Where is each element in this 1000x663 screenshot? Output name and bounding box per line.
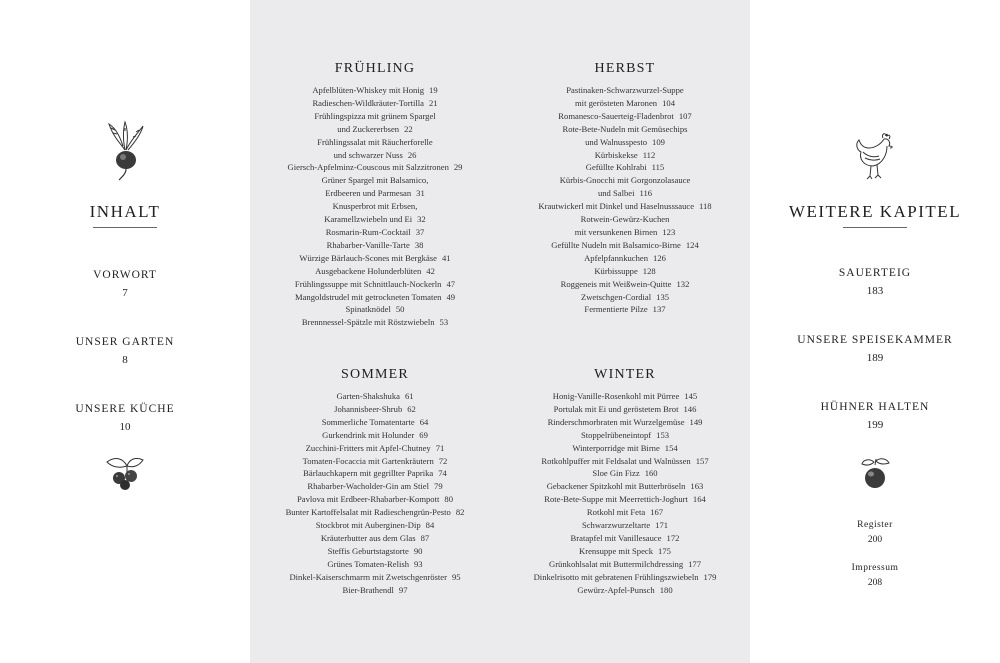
recipe-page: 167 xyxy=(650,507,664,518)
section-fruehling xyxy=(250,58,500,329)
chapter-link-unsere-kueche[interactable] xyxy=(0,403,250,433)
chapter-page: 7 xyxy=(122,287,128,299)
recipe-page: 26 xyxy=(407,149,417,160)
recipe-title: Gefüllte Nudeln mit Balsamico-Birne xyxy=(551,239,681,250)
recipe-entry[interactable] xyxy=(500,584,750,597)
chapter-label: Impressum xyxy=(851,563,899,573)
recipe-title: Frühlingspizza mit grünem Spargel und Zuckererbsen xyxy=(314,110,436,134)
recipe-page: 84 xyxy=(425,520,435,531)
recipe-page: 42 xyxy=(426,265,435,276)
recipe-entry[interactable] xyxy=(250,416,500,429)
recipe-page: 104 xyxy=(662,97,675,108)
recipe-page: 135 xyxy=(656,291,670,302)
recipe-entry[interactable] xyxy=(250,291,500,304)
recipe-title: Bratapfel mit Vanillesauce xyxy=(570,532,662,543)
recipe-title: Tomaten-Focaccia mit Gartenkräutern xyxy=(302,455,434,466)
recipe-title: Johannisbeer-Shrub xyxy=(334,403,403,414)
recipe-title: Rhabarber-Wacholder-Gin am Stiel xyxy=(307,481,430,492)
recipe-entry[interactable] xyxy=(250,174,500,200)
chapter-link-huehner-halten[interactable] xyxy=(750,401,1000,431)
recipe-page: 80 xyxy=(444,494,453,505)
recipe-list xyxy=(500,390,750,597)
recipe-entry[interactable] xyxy=(500,403,750,416)
recipe-entry[interactable] xyxy=(500,480,750,493)
recipe-title: Zucchini-Fritters mit Apfel-Chutney xyxy=(305,442,431,453)
recipe-title: Dinkelrisotto mit gebratenen Frühlingszwiebeln xyxy=(533,571,699,582)
recipe-entry[interactable] xyxy=(500,429,750,442)
recipe-entry[interactable] xyxy=(250,429,500,442)
recipe-entry[interactable] xyxy=(250,532,500,545)
recipe-page: 118 xyxy=(699,201,712,212)
recipe-title: Grünes Tomaten-Relish xyxy=(327,558,409,569)
recipe-page: 31 xyxy=(416,188,425,199)
recipe-title: Ausgebackene Holunderblüten xyxy=(315,265,422,276)
recipe-title: Radieschen-Wildkräuter-Tortilla xyxy=(312,97,424,108)
recipe-list xyxy=(500,84,750,316)
recipe-entry[interactable] xyxy=(250,265,500,278)
recipe-entry[interactable] xyxy=(500,200,750,213)
chapter-label: Register xyxy=(857,520,893,530)
chapter-page: 8 xyxy=(122,354,128,366)
section-title: SOMMER xyxy=(341,367,409,382)
recipe-entry[interactable] xyxy=(500,558,750,571)
recipe-title: Bunter Kartoffelsalat mit Radieschengrün-Pesto xyxy=(285,507,451,518)
chapter-page: 189 xyxy=(866,352,884,364)
recipe-page: 123 xyxy=(662,226,676,237)
recipe-entry[interactable] xyxy=(250,136,500,162)
recipe-page: 109 xyxy=(652,136,665,147)
chapter-link-sauerteig[interactable] xyxy=(750,267,1000,297)
recipe-entry[interactable] xyxy=(250,584,500,597)
recipe-title: Krensuppe mit Speck xyxy=(579,545,654,556)
recipe-title: Apfelpfannkuchen xyxy=(584,252,649,263)
recipe-title: Pastinaken-Schwarzwurzel-Suppe mit gerösteten Maronen xyxy=(566,85,684,108)
recipe-title: Gurkendrink mit Holunder xyxy=(322,429,415,440)
recipe-entry[interactable] xyxy=(500,390,750,403)
recipe-page: 153 xyxy=(656,429,670,440)
recipe-page: 163 xyxy=(690,481,704,492)
recipe-page: 115 xyxy=(651,162,665,173)
recipe-title: und Salbei xyxy=(597,188,635,199)
chapter-link-unser-garten[interactable] xyxy=(0,336,250,366)
recipe-page: 107 xyxy=(678,110,692,121)
right-column xyxy=(750,0,1000,663)
recipe-page: 62 xyxy=(407,403,416,414)
recipe-page: 64 xyxy=(419,416,429,427)
recipe-entry[interactable] xyxy=(500,84,750,110)
recipe-title: Garten-Shakshuka xyxy=(336,391,400,401)
recipe-entry[interactable] xyxy=(250,252,500,265)
recipe-title: Würzige Bärlauch-Scones mit Bergkäse xyxy=(299,252,437,263)
chapter-label: VORWORT xyxy=(93,269,157,281)
recipe-page: 177 xyxy=(688,558,702,569)
link-register[interactable] xyxy=(750,520,1000,545)
recipe-title: Apfelblüten-Whiskey mit Honig xyxy=(312,85,425,95)
recipe-page: 157 xyxy=(695,455,709,466)
recipe-title: Romanesco-Sauerteig-Fladenbrot xyxy=(558,110,674,121)
recipe-entry[interactable] xyxy=(500,174,750,187)
recipe-entry[interactable] xyxy=(500,187,750,200)
recipe-page: 79 xyxy=(434,481,443,492)
recipe-entry[interactable] xyxy=(500,442,750,455)
recipe-title: Kürbissuppe xyxy=(594,265,638,276)
recipe-title: Rhabarber-Vanille-Tarte xyxy=(326,239,410,250)
recipe-title: Dinkel-Kaiserschmarrn mit Zwetschgenröster xyxy=(289,571,447,582)
apple-icon xyxy=(859,455,891,491)
chapter-page: 199 xyxy=(866,419,884,431)
recipe-page: 21 xyxy=(428,97,438,108)
recipe-title: Kräuterbutter aus dem Glas xyxy=(320,532,416,543)
recipe-entry[interactable] xyxy=(250,519,500,532)
recipe-entry[interactable] xyxy=(250,493,500,506)
recipe-page: 112 xyxy=(642,149,656,160)
chapter-page: 208 xyxy=(867,578,883,588)
recipe-title: Grüner Spargel mit Balsamico, Erdbeeren und Parmesan xyxy=(321,175,429,199)
recipe-entry[interactable] xyxy=(500,416,750,429)
section-sommer xyxy=(250,364,500,597)
chapter-link-unsere-speisekammer[interactable] xyxy=(750,334,1000,364)
recipe-entry[interactable] xyxy=(250,239,500,252)
recipe-page: 116 xyxy=(639,188,653,199)
recipe-title: Portulak mit Ei und geröstetem Brot xyxy=(553,403,679,414)
recipe-entry[interactable] xyxy=(250,506,500,519)
recipe-entry[interactable] xyxy=(250,110,500,136)
recipe-page: 22 xyxy=(404,123,413,134)
recipe-entry[interactable] xyxy=(500,110,750,123)
recipe-title: Sommerliche Tomatentarte xyxy=(321,416,415,427)
section-title: HERBST xyxy=(594,61,656,76)
recipe-page: 82 xyxy=(455,507,465,518)
recipe-page: 160 xyxy=(644,468,658,479)
hen-icon xyxy=(853,128,897,184)
recipe-page: 87 xyxy=(420,532,430,543)
recipe-page: 38 xyxy=(414,239,424,250)
recipe-entry[interactable] xyxy=(500,149,750,162)
recipe-page: 95 xyxy=(451,571,461,582)
chapter-label: HÜHNER HALTEN xyxy=(820,401,930,413)
recipe-entry[interactable] xyxy=(500,291,750,304)
recipe-title: Stockbrot mit Auberginen-Dip xyxy=(315,520,421,531)
recipe-list xyxy=(250,390,500,597)
link-impressum[interactable] xyxy=(750,563,1000,588)
recipe-page: 47 xyxy=(446,278,456,289)
recipe-page: 93 xyxy=(414,558,423,569)
recipe-page: 32 xyxy=(417,214,426,225)
recipe-page: 128 xyxy=(642,265,656,276)
recipe-page: 50 xyxy=(395,304,405,315)
recipe-page: 149 xyxy=(689,416,703,427)
recipe-entry[interactable] xyxy=(250,278,500,291)
recipe-title: Kürbis-Gnocchi mit Gorgonzolasauce xyxy=(559,175,691,186)
title-divider xyxy=(93,227,157,228)
recipe-entry[interactable] xyxy=(500,493,750,506)
recipe-page: 53 xyxy=(439,317,449,328)
recipe-entry[interactable] xyxy=(500,303,750,316)
recipe-entry[interactable] xyxy=(250,403,500,416)
recipe-entry[interactable] xyxy=(250,226,500,239)
recipe-title: Rotkohl mit Feta xyxy=(586,507,646,518)
recipe-page: 145 xyxy=(684,391,698,401)
left-column xyxy=(0,0,250,663)
recipe-entry[interactable] xyxy=(250,455,500,468)
recipe-title: Kürbiskekse xyxy=(594,149,638,160)
recipe-entry[interactable] xyxy=(500,467,750,480)
recipe-entry[interactable] xyxy=(500,278,750,291)
recipe-title: Schwarzwurzeltarte xyxy=(581,520,651,531)
recipe-title: Frühlingssalat mit Räucherforelle und schwarzer Nuss xyxy=(317,136,433,160)
recipe-entry[interactable] xyxy=(250,316,500,329)
recipe-title: Brennnessel-Spätzle mit Röstzwiebeln xyxy=(301,317,435,328)
recipe-page: 164 xyxy=(692,494,706,505)
recipe-entry[interactable] xyxy=(500,571,750,584)
recipe-entry[interactable] xyxy=(250,442,500,455)
recipe-entry[interactable] xyxy=(250,558,500,571)
recipe-page: 37 xyxy=(415,226,425,237)
section-title: WINTER xyxy=(594,367,656,382)
chapter-page: 200 xyxy=(867,535,883,545)
recipe-title: Grünkohlsalat mit Buttermilchdressing xyxy=(548,558,684,569)
recipe-title: Fermentierte Pilze xyxy=(584,304,648,315)
recipe-title: Stoppelrübeneintopf xyxy=(580,429,652,440)
recipe-entry[interactable] xyxy=(500,239,750,252)
recipe-entry[interactable] xyxy=(500,252,750,265)
recipe-entry[interactable] xyxy=(500,213,750,239)
recipe-entry[interactable] xyxy=(250,84,500,97)
recipe-title: Bier-Brathendl xyxy=(342,584,394,595)
recipe-entry[interactable] xyxy=(500,265,750,278)
section-winter xyxy=(500,364,750,597)
contents-title: INHALT xyxy=(89,202,161,221)
recipe-entry[interactable] xyxy=(250,480,500,493)
recipe-title: Pavlova mit Erdbeer-Rhabarber-Kompott xyxy=(297,494,440,505)
recipe-title: Knusperbrot mit Erbsen, Karamellzwiebeln und Ei xyxy=(324,201,418,225)
recipe-page: 19 xyxy=(429,85,438,95)
recipe-entry[interactable] xyxy=(500,532,750,545)
berries-icon xyxy=(103,452,147,492)
title-divider xyxy=(843,227,907,228)
recipe-entry[interactable] xyxy=(250,467,500,480)
recipe-title: Gebackener Spitzkohl mit Butterbröseln xyxy=(546,481,686,492)
more-chapters-title: WEITERE KAPITEL xyxy=(788,202,962,221)
recipe-title: Mangoldstrudel mit getrockneten Tomaten xyxy=(294,291,442,302)
recipe-page: 132 xyxy=(676,278,690,289)
recipe-title: Gewürz-Apfel-Punsch xyxy=(577,584,655,595)
recipe-entry[interactable] xyxy=(250,97,500,110)
chapter-label: UNSERE KÜCHE xyxy=(75,403,175,415)
recipe-page: 154 xyxy=(664,442,678,453)
recipe-page: 146 xyxy=(683,403,697,414)
section-herbst xyxy=(500,58,750,316)
recipe-page: 137 xyxy=(652,304,666,315)
recipe-entry[interactable] xyxy=(500,123,750,149)
recipe-entry[interactable] xyxy=(250,200,500,226)
recipe-page: 180 xyxy=(659,584,673,595)
recipe-page: 61 xyxy=(404,391,414,401)
recipe-title: Rosmarin-Rum-Cocktail xyxy=(325,226,411,237)
recipe-page: 41 xyxy=(441,252,451,263)
section-title: FRÜHLING xyxy=(334,61,416,76)
recipe-title: Krautwickerl mit Dinkel und Haselnusssauce xyxy=(538,201,695,212)
recipe-page: 179 xyxy=(703,571,717,582)
recipe-entry[interactable] xyxy=(500,506,750,519)
recipe-page: 97 xyxy=(398,584,408,595)
beetroot-icon xyxy=(101,120,149,182)
recipe-page: 171 xyxy=(655,520,669,531)
recipe-title: Gefüllte Kohlrabi xyxy=(585,162,647,173)
recipe-title: Sloe Gin Fizz xyxy=(592,468,640,479)
recipe-entry[interactable] xyxy=(250,161,500,174)
recipe-page: 49 xyxy=(446,291,456,302)
recipe-title: Honig-Vanille-Rosenkohl mit Pürree xyxy=(552,391,680,401)
recipe-entry[interactable] xyxy=(500,519,750,532)
recipe-title: Winterporridge mit Birne xyxy=(572,442,660,453)
recipe-page: 69 xyxy=(419,429,428,440)
recipe-page: 71 xyxy=(435,442,445,453)
recipe-title: Zwetschgen-Cordial xyxy=(580,291,652,302)
recipe-title: Rotwein-Gewürz-Kuchen mit versunkenen Birnen xyxy=(574,214,670,237)
recipe-entry[interactable] xyxy=(250,571,500,584)
recipe-title: Rotkohlpuffer mit Feldsalat und Walnüssen xyxy=(541,455,691,466)
recipe-entry[interactable] xyxy=(500,545,750,558)
recipe-page: 72 xyxy=(438,455,448,466)
recipe-title: Spinatknödel xyxy=(345,304,391,315)
recipe-title: Bärlauchkapern mit gegrillter Paprika xyxy=(303,468,434,479)
recipe-title: Rote-Bete-Nudeln mit Gemüsechips und Walnusspesto xyxy=(562,123,688,147)
chapter-link-vorwort[interactable] xyxy=(0,269,250,299)
recipe-page: 90 xyxy=(413,545,423,556)
recipe-title: Rinderschmorbraten mit Wurzelgemüse xyxy=(547,416,685,427)
chapter-page: 183 xyxy=(866,285,884,297)
recipe-page: 29 xyxy=(453,162,463,173)
recipe-entry[interactable] xyxy=(250,390,500,403)
recipe-list xyxy=(250,84,500,329)
recipe-title: Giersch-Apfelminz-Couscous mit Salzzitronen xyxy=(287,162,449,173)
recipe-title: Rote-Bete-Suppe mit Meerrettich-Joghurt xyxy=(544,494,688,505)
chapter-label: UNSER GARTEN xyxy=(75,336,175,348)
chapter-label: SAUERTEIG xyxy=(838,267,912,279)
recipe-entry[interactable] xyxy=(500,161,750,174)
recipe-entry[interactable] xyxy=(250,303,500,316)
recipe-page: 172 xyxy=(666,532,680,543)
chapter-page: 10 xyxy=(119,421,131,433)
recipe-title: Steffis Geburtstagstorte xyxy=(327,545,409,556)
recipe-page: 124 xyxy=(685,239,699,250)
chapter-label: UNSERE SPEISEKAMMER xyxy=(797,334,953,346)
recipe-page: 126 xyxy=(653,252,666,263)
recipe-page: 175 xyxy=(658,545,671,556)
recipe-entry[interactable] xyxy=(500,455,750,468)
recipe-title: Roggeneis mit Weißwein-Quitte xyxy=(560,278,672,289)
recipe-page: 74 xyxy=(438,468,447,479)
recipe-title: Frühlingssuppe mit Schnittlauch-Nockerln xyxy=(294,278,442,289)
recipe-entry[interactable] xyxy=(250,545,500,558)
